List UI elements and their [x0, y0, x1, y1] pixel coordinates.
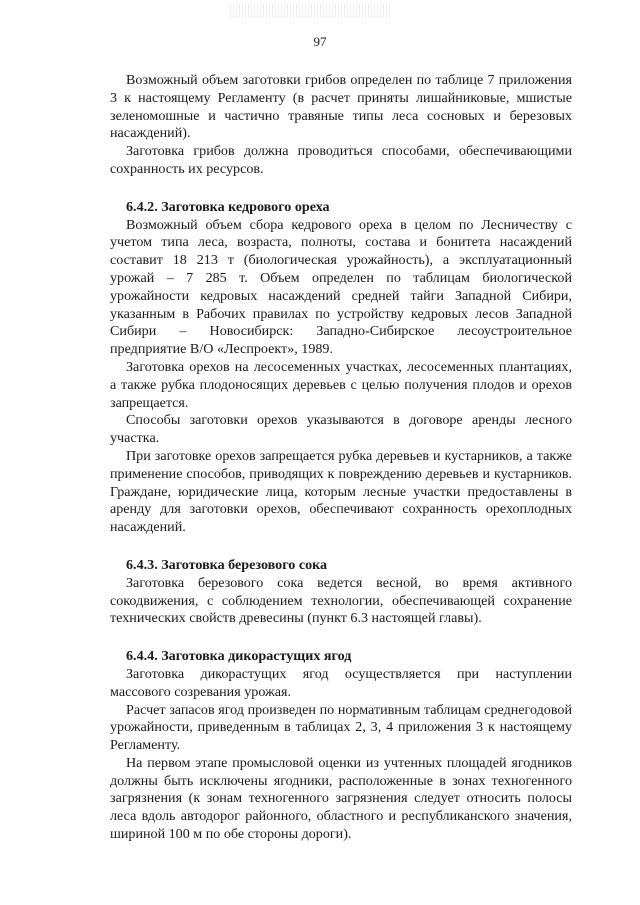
section-heading: 6.4.3. Заготовка березового сока [126, 556, 328, 573]
paragraph: Возможный объем заготовки грибов определен по таблице 7 приложения 3 к настоящему Регламенту (в расчет приняты лишайниковые, мшистые зеленомошные и частично травяные типы леса сосновых и березовых насаждений). [110, 72, 572, 142]
scan-artifact [230, 4, 390, 18]
section-heading: 6.4.2. Заготовка кедрового ореха [126, 198, 330, 215]
section-heading: 6.4.4. Заготовка дикорастущих ягод [126, 648, 352, 665]
paragraph: Заготовка грибов должна проводиться способами, обеспечивающими сохранность их ресурсов. [110, 143, 572, 177]
paragraph: Расчет запасов ягод произведен по нормативным таблицам среднегодовой урожайности, приведенным в таблицах 2, 3, 4 приложения 3 к настоящему Регламенту. [110, 701, 572, 754]
page-number: 97 [313, 34, 327, 49]
paragraph: Возможный объем сбора кедрового ореха в целом по Лесничеству с учетом типа леса, возраста, полноты, состава и бонитета насаждений составит 18 213 т (биологическая урожайность), а эксплуатационный урожай – 7 285 т. Объем определен по таблицам биологической урожайности кедровых насаждений средней тайги Западной Сибири, указанным в Рабочих правилах по устройству кедровых лесов Западной Сибири – Новосибирск: Западно-Сибирское лесоустроительное предприятие В/О «Леспроект», 1989. [110, 216, 572, 358]
paragraph: Заготовка березового сока ведется весной, во время активного сокодвижения, с соблюдением технологии, обеспечивающей сохранение технических свойств древесины (пункт 6.3 настоящей главы). [110, 574, 572, 627]
paragraph: Способы заготовки орехов указываются в договоре аренды лесного участка. [110, 412, 572, 447]
document-body [110, 72, 572, 844]
paragraph: При заготовке орехов запрещается рубка деревьев и кустарников, а также применение способов, приводящих к повреждению деревьев и кустарников. Граждане, юридические лица, которым лесные участки предоставлены в аренду для заготовки орехов, обеспечивают сохранность орехоплодных насаждений. [110, 447, 572, 536]
paragraph: На первом этапе промысловой оценки из учтенных площадей ягодников должны быть исключены ягодники, расположенные в зонах техногенного загрязнения (к зонам техногенного загрязнения следует относить полосы леса вдоль автодорог районного, областного и республиканского значения, шириной 100 м по обе стороны дороги). [110, 754, 572, 843]
paragraph: Заготовка орехов на лесосеменных участках, лесосеменных плантациях, а также рубка плодоносящих деревьев с целью получения плодов и орехов запрещается. [110, 358, 572, 411]
paragraph: Заготовка дикорастущих ягод осуществляется при наступлении массового созревания урожая. [110, 665, 572, 700]
